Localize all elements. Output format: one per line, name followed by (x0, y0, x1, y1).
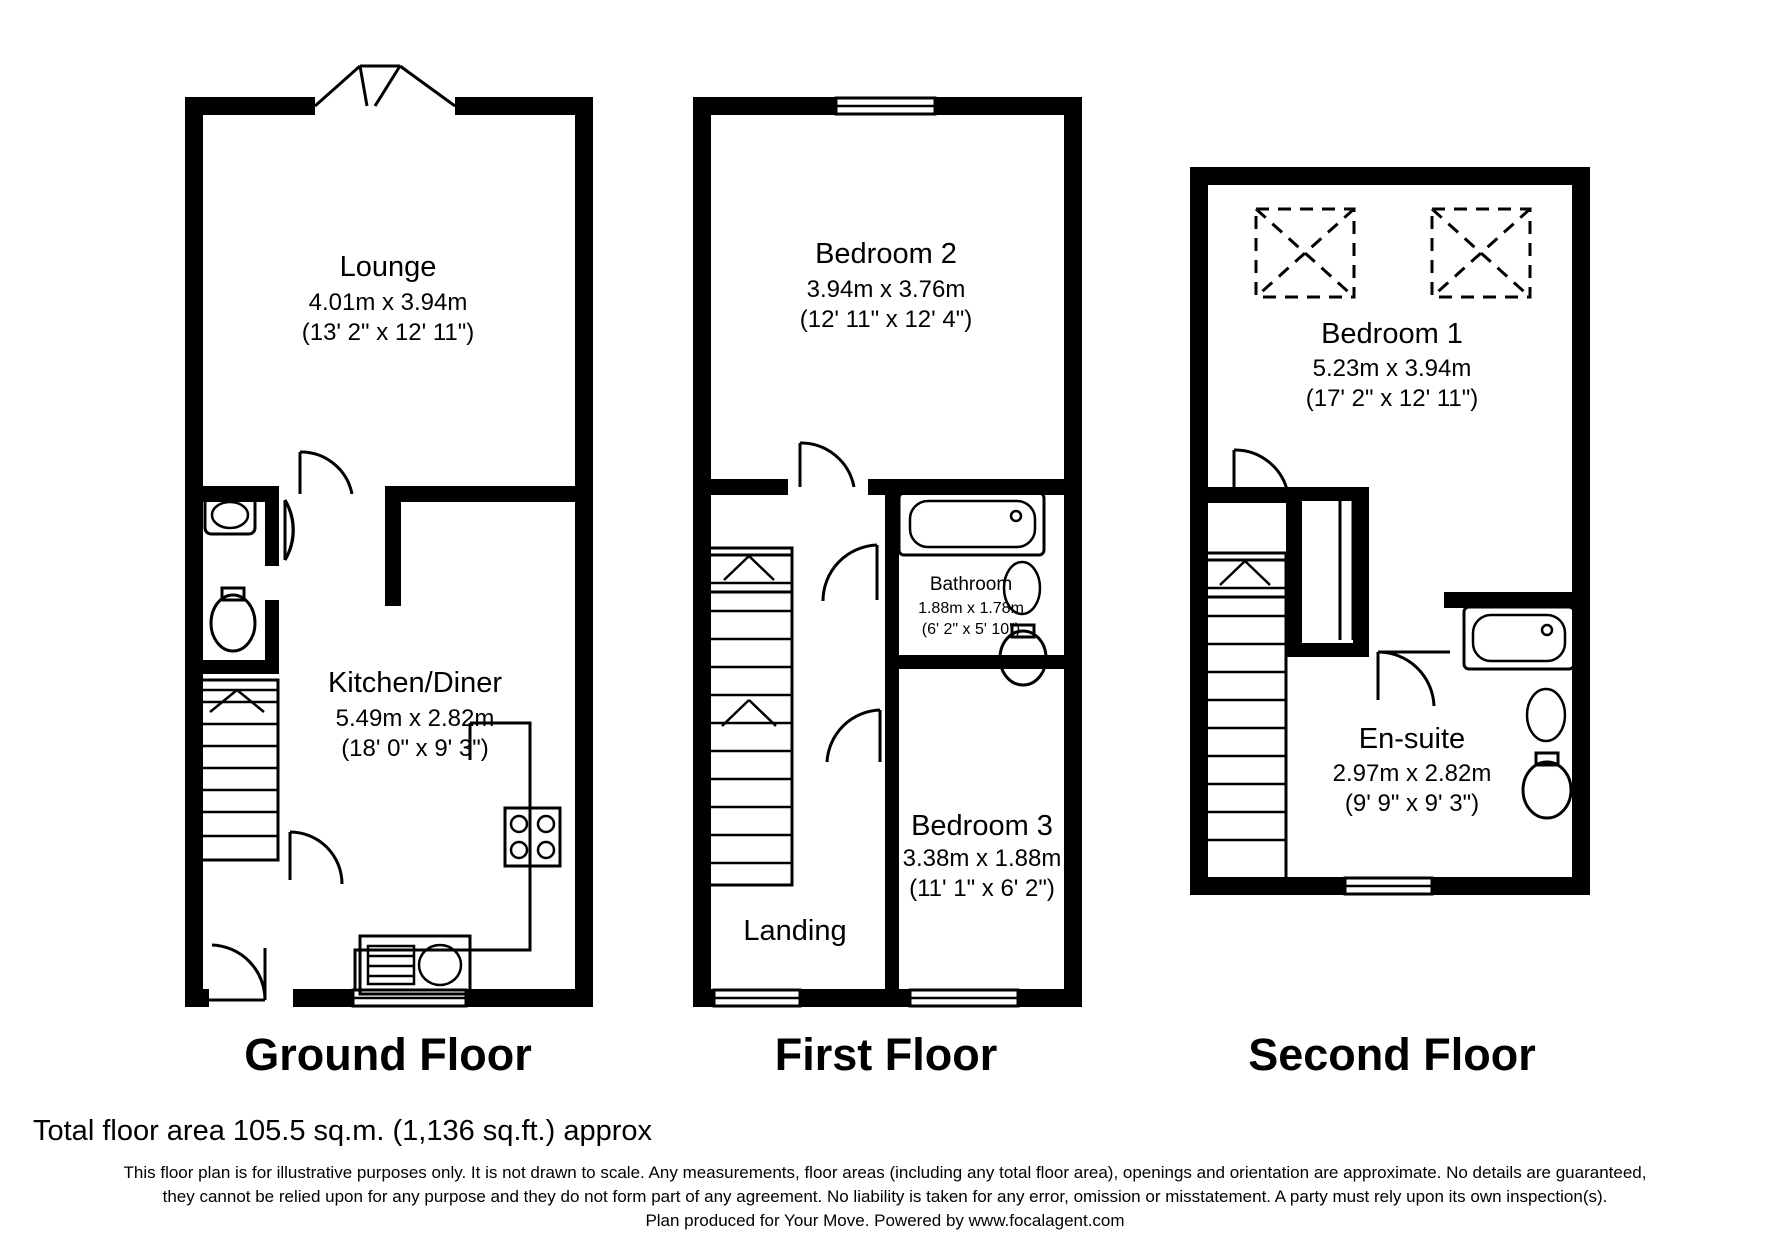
first-wall-right (1064, 97, 1082, 1007)
first-staircase (707, 548, 792, 885)
first-window-bottom-right (910, 990, 1018, 1006)
ground-door-entry (209, 945, 265, 1000)
ground-staircase (196, 680, 278, 860)
second-wall-cupboard-right (1353, 487, 1369, 657)
ground-wc-wall-h (185, 660, 279, 674)
first-wall-bottom-1 (693, 989, 714, 1007)
first-window-bottom-left (714, 990, 800, 1006)
second-wall-top (1190, 167, 1590, 185)
first-bathtub-icon (899, 493, 1044, 555)
second-wall-cupboard-bottom (1286, 643, 1369, 657)
second-roof-window-left (1256, 209, 1354, 297)
first-wall-bath-left (885, 479, 899, 669)
room-dim-lounge-imperial: (13' 2" x 12' 11") (301, 319, 475, 346)
room-dim-bedroom3-imperial: (11' 1" x 6' 2") (909, 875, 1055, 902)
ground-wc-wall-v (265, 486, 279, 566)
first-wall-landing-top (693, 479, 788, 495)
ground-door-hall (290, 832, 342, 884)
second-wall-bottom-right (1432, 877, 1590, 895)
first-door-bed2 (800, 443, 854, 487)
room-dim-ensuite-metric: 2.97m x 2.82m (1332, 760, 1492, 787)
total-floor-area: Total floor area 105.5 sq.m. (1,136 sq.ft.) approx (33, 1115, 652, 1147)
ground-door-lounge (300, 452, 352, 494)
first-floor-plan (693, 97, 1082, 1080)
room-label-lounge: Lounge (339, 251, 437, 283)
room-label-kitchen: Kitchen/Diner (327, 667, 503, 699)
second-bathtub-icon (1464, 607, 1574, 669)
ground-wall-bottom-2 (293, 989, 353, 1007)
first-door-bathroom (823, 545, 877, 601)
disclaimer-line-1: This floor plan is for illustrative purposes only. It is not drawn to scale. Any measurements, floor areas (including any total floor area), openings and orientation are approximate. No details are guaranteed, (123, 1163, 1647, 1182)
ground-wall-right (575, 97, 593, 1007)
second-door-ensuite (1378, 652, 1450, 706)
room-label-landing: Landing (743, 915, 847, 947)
first-wall-bottom-2 (800, 989, 910, 1007)
second-roof-window-right (1432, 209, 1530, 297)
ground-floor-plan (185, 66, 593, 1080)
room-dim-kitchen-metric: 5.49m x 2.82m (335, 705, 495, 732)
second-wall-left (1190, 167, 1208, 895)
first-wall-bottom-3 (1018, 989, 1082, 1007)
first-wall-bath-bottom (885, 655, 1082, 669)
ground-internal-wall-c (385, 486, 401, 606)
room-dim-bedroom2-imperial: (12' 11" x 12' 4") (799, 306, 973, 333)
ground-wall-bottom-1 (185, 989, 209, 1007)
room-dim-lounge-metric: 4.01m x 3.94m (308, 289, 468, 316)
first-window-top (836, 98, 935, 114)
second-floor-plan (1190, 167, 1590, 1080)
second-staircase (1203, 553, 1286, 880)
second-wall-landing-top (1190, 487, 1286, 503)
second-wall-right (1572, 167, 1590, 895)
ground-kitchen-units (355, 723, 560, 994)
room-dim-bedroom1-imperial: (17' 2" x 12' 11") (1305, 385, 1479, 412)
first-door-bed3 (827, 710, 880, 762)
room-dim-ensuite-imperial: (9' 9" x 9' 3") (1344, 790, 1480, 817)
disclaimer-line-2: they cannot be relied upon for any purpose and they do not form part of any agreement. No liability is taken for any error, omission or misstatement. A party must rely upon its own inspection(s). (162, 1187, 1608, 1206)
room-dim-bedroom3-metric: 3.38m x 1.88m (902, 845, 1062, 872)
ground-internal-wall-b (385, 486, 593, 502)
floor-title-ground: Ground Floor (244, 1029, 532, 1080)
first-wall-top-left (693, 97, 836, 115)
second-basin-icon (1527, 689, 1565, 741)
ground-wc-wall-v2 (265, 600, 279, 674)
room-dim-bathroom-imperial: (6' 2" x 5' 10") (921, 621, 1021, 638)
room-label-bedroom1: Bedroom 1 (1321, 318, 1463, 350)
ground-wall-top-right (455, 97, 593, 115)
room-dim-kitchen-imperial: (18' 0" x 9' 3") (341, 735, 489, 762)
first-wall-top-right (935, 97, 1082, 115)
room-label-bedroom2: Bedroom 2 (815, 238, 957, 270)
room-label-ensuite: En-suite (1358, 723, 1466, 755)
room-dim-bathroom-metric: 1.88m x 1.78m (918, 600, 1024, 617)
room-label-bathroom: Bathroom (929, 574, 1013, 595)
second-window-bottom (1345, 878, 1432, 894)
second-wall-cupboard-left (1286, 487, 1302, 657)
ground-window-bottom (353, 990, 466, 1006)
second-toilet-icon (1523, 753, 1571, 818)
ground-wc-toilet-icon (211, 588, 255, 651)
ground-wall-top-left (185, 97, 315, 115)
ground-wall-left (185, 97, 203, 1007)
disclaimer-line-3: Plan produced for Your Move. Powered by www.focalagent.com (645, 1211, 1125, 1230)
floor-title-second: Second Floor (1248, 1029, 1536, 1080)
ground-door-wc (285, 500, 293, 560)
room-dim-bedroom1-metric: 5.23m x 3.94m (1312, 355, 1472, 382)
ground-front-door (315, 66, 455, 106)
ground-wall-bottom-3 (466, 989, 593, 1007)
room-label-bedroom3: Bedroom 3 (911, 810, 1053, 842)
room-dim-bedroom2-metric: 3.94m x 3.76m (806, 276, 966, 303)
first-wall-bed3-left (885, 669, 899, 989)
second-wall-cupboard-top (1286, 487, 1369, 501)
floor-title-first: First Floor (774, 1029, 998, 1080)
